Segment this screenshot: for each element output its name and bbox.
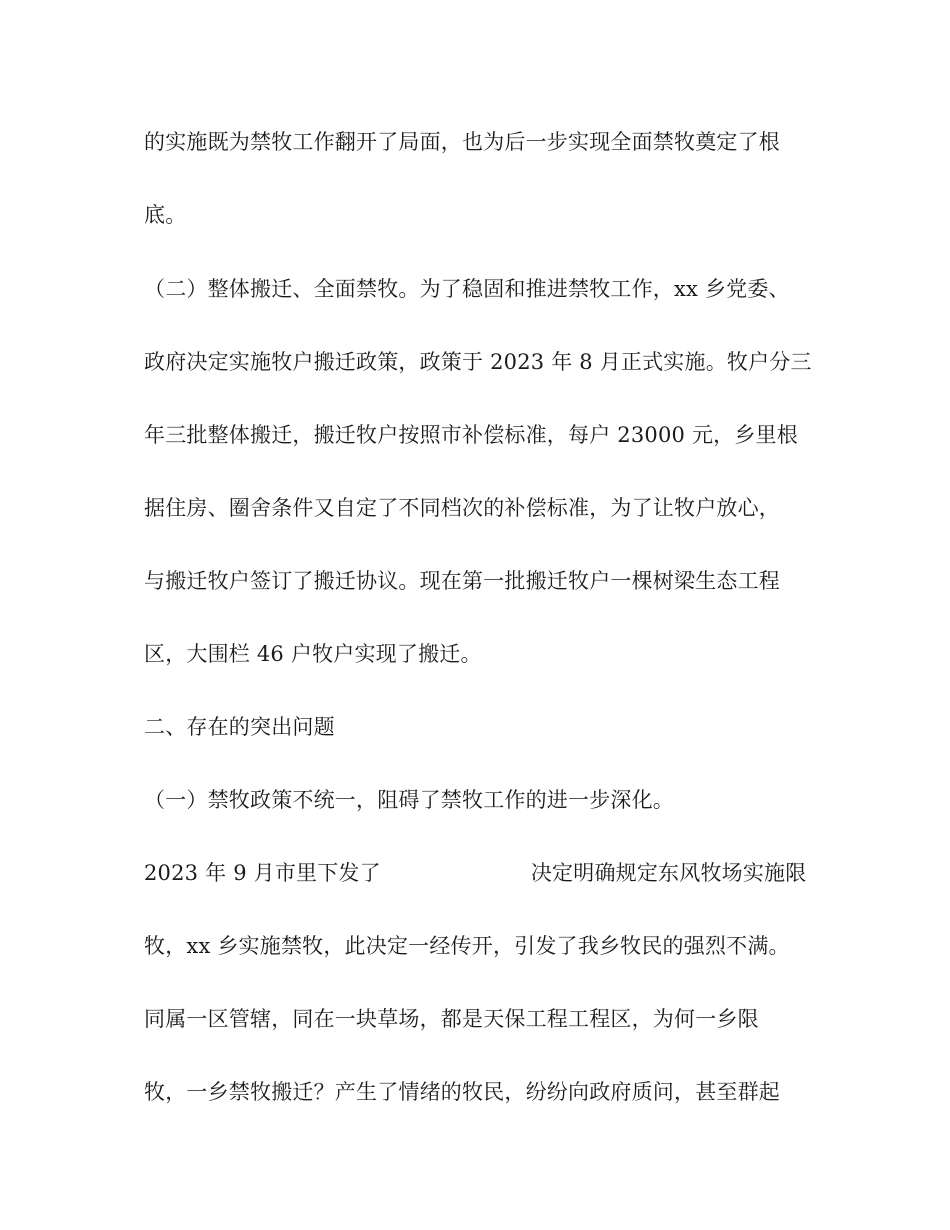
subsection-heading: （一）禁牧政策不统一，阻碍了禁牧工作的进一步深化。	[144, 788, 674, 812]
paragraph-line: 区，大围栏 46 户牧户实现了搬迁。	[144, 642, 482, 666]
paragraph-line: 政府决定实施牧户搬迁政策，政策于 2023 年 8 月正式实施。牧户分三	[144, 350, 812, 374]
section-heading: 二、存在的突出问题	[144, 715, 335, 739]
paragraph-line: 的实施既为禁牧工作翻开了局面，也为后一步实现全面禁牧奠定了根	[144, 130, 780, 154]
paragraph-line: 牧，xx 乡实施禁牧，此决定一经传开，引发了我乡牧民的强烈不满。	[144, 934, 790, 958]
paragraph-line: 底。	[144, 203, 187, 227]
paragraph-line: （二）整体搬迁、全面禁牧。为了稳固和推进禁牧工作，xx 乡党委、	[144, 277, 790, 301]
paragraph-line: 年三批整体搬迁，搬迁牧户按照市补偿标准，每户 23000 元，乡里根	[144, 423, 798, 447]
paragraph-line: 牧，一乡禁牧搬迁？产生了情绪的牧民，纷纷向政府质问，甚至群起	[144, 1080, 780, 1104]
split-line-right: 决定明确规定东风牧场实施限	[530, 861, 807, 885]
paragraph-line: 与搬迁牧户签订了搬迁协议。现在第一批搬迁牧户一棵树梁生态工程	[144, 569, 780, 593]
paragraph-line: 同属一区管辖，同在一块草场，都是天保工程工程区，为何一乡限	[144, 1007, 759, 1031]
paragraph-line: 据住房、圈舍条件又自定了不同档次的补偿标准，为了让牧户放心，	[144, 496, 780, 520]
paragraph-line-with-gap	[144, 859, 806, 887]
split-line-left: 2023 年 9 月市里下发了	[144, 861, 381, 885]
